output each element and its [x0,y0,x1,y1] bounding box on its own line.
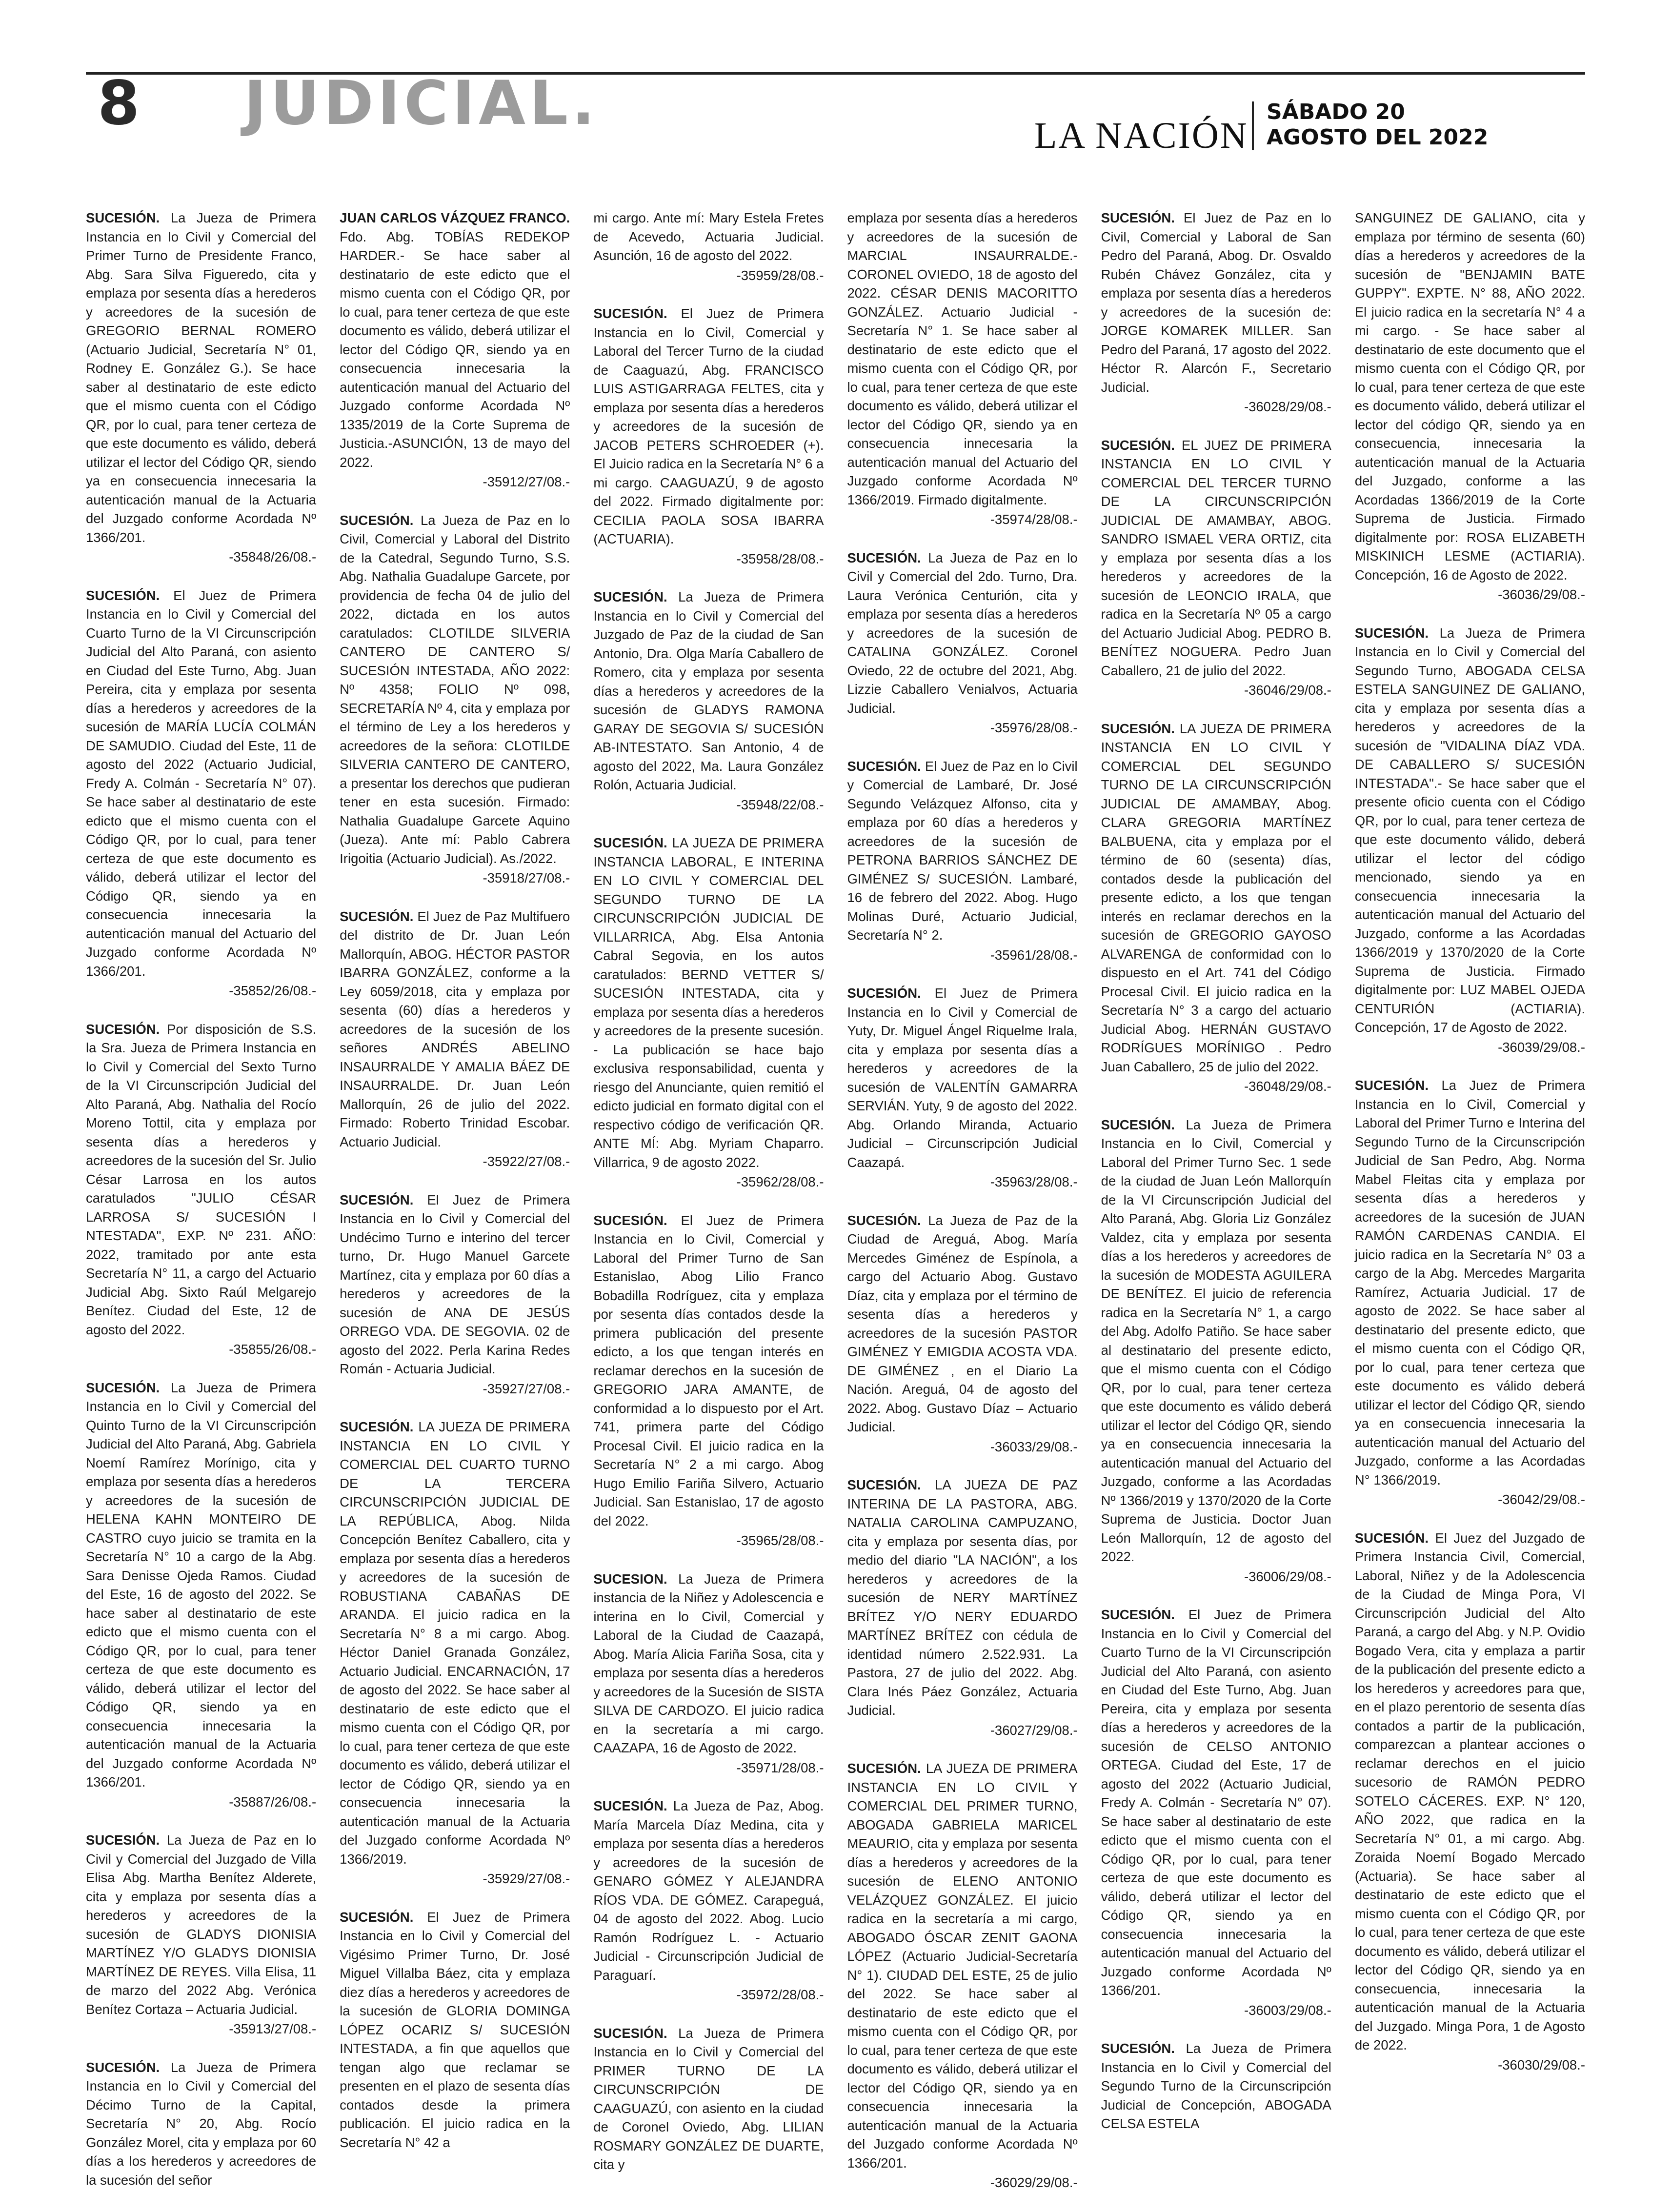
notice-heading: SUCESIÓN. [340,512,421,528]
notice-body: SANGUINEZ DE GALIANO, cita y emplaza por término de sesenta (60) días a herederos y acreedores de la sucesión de "BENJAMIN BATE GUPPY". EXPTE. N° 88, AÑO 2022. El juicio radica en la secretaría N° 4 a mi cargo. - Se hace saber al destinatario de este documento que el mismo cuenta con el Código QR, por lo cual, para tener certeza de que este es documento válido, deberá utilizar el lector del código QR, siendo ya en consecuencia, innecesaria la autenticación manual de la Actuaria del Juzgado, conforme a las Acordadas 1366/2019 de la Corte Suprema de Justicia. Firmado digitalmente por: ROSA ELIZABETH MISKINICH LESME (ACTIARIA). Concepción, 16 de Agosto de 2022. [1354,210,1585,583]
legal-notice [1101,1606,1331,2020]
notice-body: El Juez de Primera Instancia en lo Civil y Comercial del Vigésimo Primer Turno, Dr. José Miguel Villalba Báez, cita y emplaza diez días a herederos y acreedores de la sucesión de GLORIA DOMINGA LÓPEZ OCARIZ S/ SUCESIÓN INTESTADA, a fin que aquellos que tengan algo que reclamar se presenten en el plazo de sesenta días contados desde la primera publicación. El juicio radica en la Secretaría N° 42 a [340,1909,570,2150]
legal-notice [593,209,824,285]
column-4 [847,209,1077,2212]
notice-heading: SUCESIÓN. [593,835,672,850]
column-3 [593,209,824,2212]
legal-notice [847,1211,1077,1457]
notice-heading: SUCESIÓN. [86,587,174,603]
notice-reference-code: -36033/29/08.- [990,1439,1078,1454]
notice-heading: SUCESIÓN. [340,908,418,924]
legal-notice [86,1831,316,2039]
legal-notice [1355,1076,1585,1509]
notice-reference-code: -36039/29/08.- [1498,1039,1585,1055]
notice-reference-code: -35976/28/08.- [990,720,1078,735]
notice-reference-code: -35855/26/08.- [229,1342,317,1357]
notice-reference-code: -36036/29/08.- [1498,587,1585,602]
notice-reference-code: -35887/26/08.- [229,1794,317,1810]
notice-reference-code: -35961/28/08.- [990,947,1078,963]
notice-heading: SUCESIÓN. [593,1798,673,1813]
notice-body: La Jueza de Primera Instancia en lo Civil y Comercial del Juzgado de Paz de la ciudad de San Antonio, Dra. Olga María Caballero de Romero, cita y emplaza por sesenta días a herederos y acreedores de la sucesión de GLADYS RAMONA GARAY DE SEGOVIA S/ SUCESIÓN AB-INTESTATO. San Antonio, 4 de agosto del 2022, Ma. Laura González Rolón, Actuaria Judicial. [593,589,824,792]
notice-body: emplaza por sesenta días a herederos y acreedores de la sucesión de MARCIAL INSAURRALDE.- CORONEL OVIEDO, 18 de agosto del 2022. CÉSAR DENIS MACORITTO GONZÁLEZ. Actuario Judicial - Secretaría N° 1. Se hace saber al destinatario de este edicto que el mismo cuenta con el Código QR, por lo cual, para tener certeza de que este documento es válido, deberá utilizar el lector del Código QR, siendo ya en consecuencia innecesaria la autenticación manual del Actuario del Juzgado conforme Acordada Nº 1366/2019. Firmado digitalmente. [847,210,1078,507]
notice-body: El Juez de Paz en lo Civil, Comercial y Laboral de San Pedro del Paraná, Abog. Dr. Osvaldo Rubén Chávez González, cita y emplaza por sesenta días a herederos y acreedores de la sucesión de: JORGE KOMAREK MILLER. San Pedro del Paraná, 17 agosto del 2022. Héctor R. Alarcón F., Secretario Judicial. [1101,210,1331,395]
notice-heading: SUCESIÓN. [86,1021,167,1037]
notice-body: LA JUEZA DE PRIMERA INSTANCIA EN LO CIVIL Y COMERCIAL DEL PRIMER TURNO, ABOGADA GABRIELA MARICEL MEAURIO, cita y emplaza por sesenta días a herederos y acreedores de la sucesión de ELENO ANTONIO VELÁZQUEZ GONZÁLEZ. El juicio radica en la secretaría a mi cargo, ABOGADO ÓSCAR ZENIT GAONA LÓPEZ (Actuario Judicial-Secretaría N° 1). CIUDAD DEL ESTE, 25 de julio del 2022. Se hace saber al destinatario de este edicto que el mismo cuenta con el Código QR, por lo cual, para tener certeza de que este documento es válido, deberá utilizar el lector del Código QR, siendo ya en consecuencia innecesaria la autenticación manual de la Actuaria del Juzgado conforme Acordada Nº 1366/201. [847,1761,1078,2171]
notice-body: La Jueza de Paz en lo Civil y Comercial del Juzgado de Villa Elisa Abg. Martha Benítez Alderete, cita y emplaza por sesenta días a herederos y acreedores de la sucesión de GLADYS DIONISIA MARTÍNEZ Y/O GLADYS DIONISIA MARTÍNEZ DE REYES. Villa Elisa, 11 de marzo del 2022 Abg. Verónica Benítez Cortaza – Actuaria Judicial. [86,1832,317,2017]
notice-body: La Jueza de Paz en lo Civil, Comercial y Laboral del Distrito de la Catedral, Segundo Turno, S.S. Abg. Nathalia Guadalupe Garcete, por providencia de fecha 04 de julio del 2022, dictada en los autos caratulados: CLOTILDE SILVERIA CANTERO DE CANTERO S/ SUCESIÓN INTESTADA, AÑO 2022: Nº 4358; FOLIO Nº 098, SECRETARÍA Nº 4, cita y emplaza por el término de Ley a los herederos y acreedores de la señora: CLOTILDE SILVERIA CANTERO DE CANTERO, a presentar los derechos que pudieran tener en esta sucesión. Firmado: Nathalia Guadalupe Garcete Aquino (Jueza). Ante mí: Pablo Cabrera Irigoitia (Actuario Judicial). As./2022. [340,512,570,866]
notice-heading: SUCESIÓN. [847,985,935,1001]
legal-notice [593,304,824,568]
notice-heading: SUCESIÓN. [593,306,681,321]
legal-notice [86,209,316,567]
notice-body: mi cargo. Ante mí: Mary Estela Fretes de Acevedo, Actuaria Judicial. Asunción, 16 de agosto del 2022. [593,210,824,263]
legal-notice [593,834,824,1192]
legal-notice [1101,1116,1331,1587]
legal-notice [340,209,570,492]
notice-heading: SUCESION. [593,1571,679,1587]
notice-body: La Jueza de Primera Instancia en lo Civil y Comercial del Segundo Turno de la Circunscripción Judicial de Concepción, ABOGADA CELSA ESTELA [1101,2041,1331,2131]
column-5 [1101,209,1331,2212]
notice-heading: SUCESIÓN. [340,1419,419,1434]
notice-body: La Jueza de Primera Instancia en lo Civil y Comercial del PRIMER TURNO DE LA CIRCUNSCRIPCIÓN DE CAAGUAZÚ, con asiento en la ciudad de Coronel Oviedo, Abg. LILIAN ROSMARY GONZÁLEZ DE DUARTE, cita y [593,2025,824,2172]
notice-heading: SUCESIÓN. [593,1212,681,1228]
issue-weekday: SÁBADO 20 [1267,100,1405,124]
notice-heading: SUCESIÓN. [1354,1530,1435,1546]
notice-body: LA JUEZA DE PRIMERA INSTANCIA EN LO CIVIL Y COMERCIAL DEL SEGUNDO TURNO DE LA CIRCUNSCRIPCIÓN JUDICIAL DE AMAMBAY, Abog. CLARA GREGORIA MARTÍNEZ BALBUENA, cita y emplaza por el término de 60 (sesenta) días, contados desde la publicación del presente edicto, a los que tengan interés en reclamar derechos en la sucesión de GREGORIO GAYOSO ALVARENGA de conformidad con lo dispuesto en el Art. 741 del Código Procesal Civil. El juicio radica en la Secretaría N° 3 a cargo del actuario Judicial Abog. HERNÁN GUSTAVO RODRÍGUES MORÍNIGO . Pedro Juan Caballero, 25 de julio del 2022. [1101,721,1331,1074]
notice-reference-code: -35962/28/08.- [736,1174,824,1189]
legal-notice [593,1570,824,1778]
notice-heading: JUAN CARLOS VÁZQUEZ FRANCO. [340,210,570,225]
legal-notice [593,2024,824,2174]
page-number: 8 [98,68,140,139]
notice-heading: SUCESIÓN. [86,1832,167,1848]
legal-notice [340,1908,570,2152]
notice-reference-code: -35852/26/08.- [229,983,317,998]
notice-heading: SUCESIÓN. [1101,721,1180,736]
notice-reference-code: -35948/22/08.- [736,797,824,812]
notice-reference-code: -35971/28/08.- [736,1760,824,1775]
notice-reference-code: -36048/29/08.- [1244,1079,1331,1094]
notice-body: La Jueza de Primera Instancia en lo Civil y Comercial del Segundo Turno, ABOGADA CELSA ESTELA SANGUINEZ DE GALIANO, cita y emplaza por sesenta días a herederos y acreedores de la sucesión de "VIDALINA DÍAZ VDA. DE CABALLERO S/ SUCESIÓN INTESTADA".- Se hace saber que el presente oficio cuenta con el Código QR, por lo cual, para tener certeza de que este documento válido, deberá utilizar el lector del código mencionado, siendo ya en consecuencia innecesaria la autenticación manual del Actuario del Juzgado, conforme a las Acordadas 1366/2019 y 1370/2020 de la Corte Suprema de Justicia. Firmado digitalmente por: LUZ MABEL OJEDA CENTURIÓN (ACTIARIA). Concepción, 17 de Agosto de 2022. [1354,625,1585,1035]
notice-heading: SUCESIÓN. [1101,1117,1186,1132]
legal-notice [340,511,570,888]
notice-heading: SUCESIÓN. [1101,2041,1186,2056]
notice-body: El Juez de Primera Instancia en lo Civil y Comercial del Cuarto Turno de la VI Circunscripción Judicial del Alto Paraná, con asiento en Ciudad del Este Turno, Abg. Juan Pereira, cita y emplaza por sesenta días a herederos y acreedores de la sucesión de CELSO ANTONIO ORTEGA. Ciudad del Este, 17 de agosto del 2022 (Actuario Judicial, Fredy A. Colmán - Secretaría N° 07). Se hace saber al destinatario de este edicto que el mismo cuenta con el Código QR, por lo cual, para tener certeza de que este documento es válido, deberá utilizar el lector del Código QR, siendo ya en consecuencia innecesaria la autenticación manual del Actuario del Juzgado conforme Acordada Nº 1366/201. [1101,1607,1331,1998]
legal-notice [340,1418,570,1889]
notice-reference-code: -36003/29/08.- [1244,2002,1331,2018]
legal-notice [340,1191,570,1399]
newspaper-masthead: LA NACIÓN [1034,115,1248,156]
notice-heading: SUCESIÓN. [1101,1607,1188,1622]
legal-notice [593,588,824,814]
notice-body: La Jueza de Primera Instancia en lo Civil y Comercial del Décimo Turno de la Capital, Secretaría N° 20, Abg. Rocío González Morel, cita y emplaza por 60 días a los herederos y acreedores de la sucesión del señor [86,2059,317,2188]
notice-reference-code: -35972/28/08.- [736,1987,824,2002]
notice-heading: SUCESIÓN. [86,1380,171,1395]
notice-body: El Juez de Paz en lo Civil y Comercial de Lambaré, Dr. José Segundo Velázquez Alfonso, cita y emplaza por 60 días a herederos y acreedores de la sucesión de PETRONA BARRIOS SÁNCHEZ DE GIMÉNEZ S/ SUCESIÓN. Lambaré, 16 de febrero del 2022. Abog. Hugo Molinas Duré, Actuario Judicial, Secretaría N° 2. [847,758,1078,943]
notice-heading: SUCESIÓN. [1354,1078,1442,1093]
issue-date [1267,100,1488,150]
legal-notice [86,1020,316,1359]
notice-reference-code: -35922/27/08.- [483,1154,570,1169]
notice-body: El Juez de Primera Instancia en lo Civil y Comercial de Yuty, Dr. Miguel Ángel Riquelme Irala, cita y emplaza por sesenta días a herederos y acreedores de la sucesión de VALENTÍN GAMARRA SERVIÁN. Yuty, 9 de agosto del 2022. Abg. Orlando Miranda, Actuario Judicial – Circunscripción Judicial Caazapá. [847,985,1078,1170]
notice-reference-code: -36030/29/08.- [1498,2057,1585,2072]
notice-body: El Juez de Primera Instancia en lo Civil y Comercial del Undécimo Turno e interino del tercer turno, Dr. Hugo Manuel Garcete Martínez, cita y emplaza por 60 días a herederos y acreedores de la sucesión de ANA DE JESÚS ORREGO VDA. DE SEGOVIA. 02 de agosto del 2022. Perla Karina Redes Román - Actuaria Judicial. [340,1192,570,1376]
notice-body: La Jueza de Primera instancia de la Niñez y Adolescencia e interina en lo Civil, Comercial y Laboral de la Ciudad de Caazapá, Abog. María Alicia Fariña Sosa, cita y emplaza por sesenta días a herederos y acreedores de la Sucesión de SISTA SILVA DE CARDOZO. El juicio radica en la secretaría a mi cargo. CAAZAPA, 16 de Agosto de 2022. [593,1571,824,1755]
notice-body: El Juez de Primera Instancia en lo Civil, Comercial y Laboral del Tercer Turno de la ciudad de Caaguazú, Abg. FRANCISCO LUIS ASTIGARRAGA FELTES, cita y emplaza por sesenta días a herederos y acreedores de la sucesión de JACOB PETERS SCHROEDER (+). El Juicio radica en la Secretaría N° 6 a mi cargo. CAAGUAZÚ, 9 de agosto del 2022. Firmado digitalmente por: CECILIA PAOLA SOSA IBARRA (ACTUARIA). [593,306,824,546]
notice-body: El Juez de Paz Multifuero del distrito de Dr. Juan León Mallorquín, ABOG. HÉCTOR PASTOR IBARRA GONZÁLEZ, conforme a la Ley 6059/2018, cita y emplaza por sesenta (60) días a herederos y acreedores de la sucesión de los señores ANDRÉS ABELINO INSAURRALDE Y AMALIA BÁEZ DE INSAURRALDE. Dr. Juan León Mallorquín, 26 de julio del 2022. Firmado: Roberto Trinidad Escobar. Actuario Judicial. [340,908,570,1149]
notice-body: La Jueza de Primera Instancia en lo Civil y Comercial del Quinto Turno de la VI Circunscripción Judicial del Alto Paraná, Abg. Gabriela Noemí Ramírez Morínigo, cita y emplaza por sesenta días a herederos y acreedores de la sucesión de HELENA KAHN MONTEIRO DE CASTRO cuyo juicio se tramita en la Secretaría N° 10 a cargo de la Abg. Sara Denisse Ojeda Ramos. Ciudad del Este, 16 de agosto del 2022. Se hace saber al destinatario de este edicto que el mismo cuenta con el Código QR, por lo cual, para tener certeza de que este documento es válido, deberá utilizar el lector del Código QR, siendo ya en consecuencia innecesaria la autenticación manual de la Actuaria del Juzgado conforme Acordada Nº 1366/201. [86,1380,317,1790]
notice-body: LA JUEZA DE PAZ INTERINA DE LA PASTORA, ABG. NATALIA CAROLINA CAMPUZANO, cita y emplaza por sesenta días, por medio del diario "LA NACIÓN", a los herederos y acreedores de la sucesión de NERY MARTÍNEZ BRÍTEZ Y/O NERY EDUARDO MARTÍNEZ BRÍTEZ con cédula de identidad número 2.522.931. La Pastora, 27 de julio del 2022. Abg. Clara Inés Páez González, Actuaria Judicial. [847,1477,1078,1718]
legal-notice [1101,2039,1331,2133]
legal-notice [593,1797,824,2005]
legal-notice [86,586,316,1001]
legal-notice [1355,1529,1585,2075]
notice-heading: SUCESIÓN. [86,2059,171,2075]
notice-reference-code: -35959/28/08.- [736,267,824,283]
notice-body: El Juez de Primera Instancia en lo Civil y Comercial del Cuarto Turno de la VI Circunscripción Judicial del Alto Paraná, con asiento en Ciudad del Este Turno, Abg. Juan Pereira, cita y emplaza por sesenta días a herederos y acreedores de la sucesión de MARÍA LUCÍA COLMÁN DE SAMUDIO. Ciudad del Este, 11 de agosto del 2022 (Actuario Judicial, Fredy A. Colmán - Secretaría N° 07). Se hace saber al destinatario de este edicto que el mismo cuenta con el Código QR, por lo cual, para tener certeza de que este documento es válido, deberá utilizar el lector del Código QR, siendo ya en consecuencia innecesaria la autenticación manual del Actuario del Juzgado conforme Acordada Nº 1366/201. [86,587,317,979]
notice-reference-code: -35929/27/08.- [483,1871,570,1886]
notice-heading: SUCESIÓN. [847,758,925,774]
notice-body: El Juez de Primera Instancia en lo Civil, Comercial y Laboral del Primer Turno de San Estanislao, Abog Lilio Franco Bobadilla Rodríguez, cita y emplaza por sesenta días contados desde la primera publicación del presente edicto, a los que tengan interés en reclamar derechos en la sucesión de GREGORIO JARA AMANTE, de conformidad a lo dispuesto por el Art. 741, primera parte del Código Procesal Civil. El juicio radica en la Secretaría N° 2 a mi cargo. Abog Hugo Emilio Fariña Silvero, Actuario Judicial. San Estanislao, 17 de agosto del 2022. [593,1212,824,1528]
notice-heading: SUCESIÓN. [847,1212,928,1228]
notice-heading: SUCESIÓN. [847,1761,926,1776]
legal-notice [340,907,570,1171]
notice-reference-code: -36027/29/08.- [990,1722,1078,1738]
legal-notice [86,1379,316,1812]
date-separator [1252,101,1254,150]
notice-reference-code: -35918/27/08.- [483,870,570,885]
legal-notice [847,549,1077,738]
notice-reference-code: -35974/28/08.- [990,512,1078,527]
section-title: JUDICIAL. [244,68,599,139]
legal-notice [1101,436,1331,700]
notice-reference-code: -36042/29/08.- [1498,1492,1585,1507]
notices-columns [86,209,1585,2190]
notice-reference-code: -35927/27/08.- [483,1381,570,1396]
notice-body: La Jueza de Primera Instancia en lo Civil, Comercial y Laboral del Primer Turno Sec. 1 sede de la ciudad de Juan León Mallorquín de la VI Circunscripción Judicial del Alto Paraná, Abg. Gloria Liz González Valdez, cita y emplaza por sesenta días a los herederos y acreedores de la sucesión de MODESTA AGUILERA DE BENÍTEZ. El juicio de referencia radica en la Secretaría N° 1, a cargo del Abg. Adolfo Patiño. Se hace saber al destinatario del presente edicto, que el mismo cuenta con el Código QR, por lo cual, para tener certeza que este documento es válido deberá utilizar el lector del Código QR, siendo ya en consecuencia innecesaria la autenticación manual del Actuario del Juzgado, conforme a las Acordadas Nº 1366/2019 y 1370/2020 de la Corte Suprema de Justicia. Doctor Juan León Mallorquín, 12 de agosto del 2022. [1101,1117,1331,1564]
notice-body: EL JUEZ DE PRIMERA INSTANCIA EN LO CIVIL Y COMERCIAL DEL TERCER TURNO DE LA CIRCUNSCRIPCIÓN JUDICIAL DE AMAMBAY, ABOG. SANDRO ISMAEL VERA ORTIZ, cita y emplaza por sesenta días a los herederos y acreedores de la sucesión de LEONCIO IRALA, que radica en la Secretaría Nº 05 a cargo del Actuario Judicial Abog. PEDRO B. BENÍTEZ NOGUERA. Pedro Juan Caballero, 21 de julio del 2022. [1101,437,1331,678]
notice-body: La Juez de Primera Instancia en lo Civil, Comercial y Laboral del Primer Turno e Interina del Segundo Turno de la Circunscripción Judicial de San Pedro, Abg. Norma Mabel Fleitas cita y emplaza por sesenta días a herederos y acreedores de la sucesión de JUAN RAMÓN CARDENAS CANDIA. El juicio radica en la Secretaría N° 03 a cargo de la Abg. Mercedes Margarita Ramírez, Actuaria Judicial. 17 de agosto de 2022. Se hace saber al destinatario del presente edicto, que el mismo cuenta con el Código QR, por lo cual, para tener certeza que este documento es válido deberá utilizar el lector del Código QR, siendo ya en consecuencia innecesaria la autenticación manual del Actuario del Juzgado, conforme a las Acordadas N° 1366/2019. [1354,1078,1585,1488]
notice-heading: SUCESIÓN. [593,2025,679,2041]
legal-notice [1101,209,1331,417]
legal-notice [847,984,1077,1192]
legal-notice [847,209,1077,529]
notice-reference-code: -36046/29/08.- [1244,683,1331,698]
legal-notice [847,1476,1077,1740]
notice-heading: SUCESIÓN. [1354,625,1440,641]
notice-body: La Jueza de Paz en lo Civil y Comercial del 2do. Turno, Dra. Laura Verónica Centurión, cita y emplaza por sesenta días a herederos y acreedores de la sucesión de CATALINA GONZÁLEZ. Coronel Oviedo, 22 de octubre del 2021, Abg. Lizzie Caballero Venialvos, Actuaria Judicial. [847,550,1078,716]
notice-body: La Jueza de Paz de la Ciudad de Areguá, Abog. María Mercedes Giménez de Espínola, a cargo del Actuario Abog. Gustavo Díaz, cita y emplaza por el término de sesenta días a herederos y acreedores de la sucesión PASTOR GIMÉNEZ Y EMIGDIA ACOSTA VDA. DE GIMÉNEZ , en el Diario La Nación. Areguá, 04 de agosto del 2022. Abog. Gustavo Díaz – Actuario Judicial. [847,1212,1078,1434]
notice-body: La Jueza de Primera Instancia en lo Civil y Comercial del Primer Turno de Presidente Franco, Abg. Sara Silva Figueredo, cita y emplaza por sesenta días a herederos y acreedores de la sucesión de GREGORIO BERNAL ROMERO (Actuario Judicial, Secretaría N° 01, Rodney E. González G.). Se hace saber al destinatario de este edicto que el mismo cuenta con el Código QR, por lo cual, para tener certeza de que este documento es válido, deberá utilizar el lector del Código QR, siendo ya en consecuencia innecesaria la autenticación manual de la Actuaria del Juzgado conforme Acordada Nº 1366/201. [86,210,317,545]
notice-reference-code: -35963/28/08.- [990,1174,1078,1189]
notice-reference-code: -35913/27/08.- [229,2021,317,2036]
notice-heading: SUCESIÓN. [847,1477,935,1492]
notice-heading: SUCESIÓN. [847,550,928,565]
notice-reference-code: -36029/29/08.- [990,2175,1078,2190]
column-6 [1355,209,1585,2212]
notice-heading: SUCESIÓN. [340,1909,427,1925]
legal-notice [86,2058,316,2190]
notice-reference-code: -35912/27/08.- [483,474,570,489]
notice-heading: SUCESIÓN. [1101,210,1184,225]
column-1 [86,209,316,2212]
notice-body: LA JUEZA DE PRIMERA INSTANCIA EN LO CIVIL Y COMERCIAL DEL CUARTO TURNO DE LA TERCERA CIRCUNSCRIPCIÓN JUDICIAL DE LA REPÚBLICA, Abog. Nilda Concepción Benítez Caballero, cita y emplaza por sesenta días a herederos y acreedores de la sucesión de ROBUSTIANA CABAÑAS DE ARANDA. El juicio radica en la Secretaría N° 8 a mi cargo. Abog. Héctor Daniel Granada González, Actuario Judicial. ENCARNACIÓN, 17 de agosto del 2022. Se hace saber al destinatario de este edicto que el mismo cuenta con el Código QR, por lo cual, para tener certeza de que este documento es válido, deberá utilizar el lector de Código QR, siendo ya en consecuencia innecesaria la autenticación manual de la Actuaria del Juzgado conforme Acordada Nº 1366/2019. [340,1419,570,1867]
notice-body: El Juez del Juzgado de Primera Instancia Civil, Comercial, Laboral, Niñez y de la Adolescencia de la Ciudad de Minga Pora, VI Circunscripción Judicial del Alto Paraná, a cargo del Abg. y N.P. Ovidio Bogado Vera, cita y emplaza a partir de la publicación del presente edicto a los herederos y acreedores para que, en el plazo perentorio de sesenta días contados a partir de la publicación, comparezcan a plantear acciones o reclamar derechos en el juicio sucesorio de RAMÓN PEDRO SOTELO CÁCERES. EXP. N° 120, AÑO 2022, que radica en la Secretaría N° 01, a mi cargo. Abg. Zoraida Noemí Bogado Mercado (Actuaria). Se hace saber al destinatario de este edicto que el mismo cuenta con el Código QR, por lo cual, para tener certeza de que este documento es válido, deberá utilizar el lector del Código QR, siendo ya en consecuencia, innecesaria la autenticación manual de la Actuaria del Juzgado. Minga Pora, 1 de Agosto de 2022. [1354,1530,1585,2052]
legal-notice [593,1211,824,1550]
notice-reference-code: -36028/29/08.- [1244,399,1331,414]
legal-notice [1355,624,1585,1057]
notice-heading: SUCESIÓN. [340,1192,427,1207]
notice-heading: SUCESIÓN. [1101,437,1182,453]
notice-reference-code: -35965/28/08.- [736,1533,824,1548]
notice-body: Por disposición de S.S. la Sra. Jueza de Primera Instancia en lo Civil y Comercial del Sexto Turno de la VI Circunscripción Judicial del Alto Paraná, Abg. Nathalia del Rocío Moreno Tottil, cita y emplaza por sesenta días a herederos y acreedores de la sucesión del Sr. Julio César Larrosa en los autos caratulados "JULIO CÉSAR LARROSA S/ SUCESIÓN I NTESTADA", EXP. Nº 231. AÑO: 2022, tramitado por ante esta Secretaría N° 11, a cargo del Actuario Judicial Abg. Sixto Raúl Melgarejo Benítez. Ciudad del Este, 12 de agosto del 2022. [86,1021,317,1337]
legal-notice [847,757,1077,965]
notice-reference-code: -36006/29/08.- [1244,1569,1331,1584]
notice-reference-code: -35958/28/08.- [736,551,824,566]
column-2 [340,209,570,2212]
issue-month-year: AGOSTO DEL 2022 [1267,125,1489,150]
legal-notice [847,1759,1077,2192]
legal-notice [1101,720,1331,1096]
legal-notice [1355,209,1585,604]
notice-heading: SUCESIÓN. [593,589,679,604]
notice-body: La Jueza de Paz, Abog. María Marcela Díaz Medina, cita y emplaza por sesenta días a herederos y acreedores de la sucesión de GENARO GÓMEZ Y ALEJANDRA RÍOS VDA. DE GÓMEZ. Carapeguá, 04 de agosto del 2022. Abog. Lucio Ramón Rodríguez L. - Actuario Judicial - Circunscripción Judicial de Paraguarí. [593,1798,824,1983]
notice-heading: SUCESIÓN. [86,210,171,225]
notice-body: LA JUEZA DE PRIMERA INSTANCIA LABORAL, E INTERINA EN LO CIVIL Y COMERCIAL DEL SEGUNDO TURNO DE LA CIRCUNSCRIPCIÓN JUDICIAL DE VILLARRICA, Abg. Elsa Antonia Cabral Segovia, en los autos caratulados: BERND VETTER S/ SUCESIÓN INTESTADA, cita y emplaza por sesenta días a herederos y acreedores de la presente sucesión. - La publicación se hace bajo exclusiva responsabilidad, cuenta y riesgo del Anunciante, quien remitió el edicto judicial en formato digital con el respectivo código de verificación QR. ANTE MÍ: Abg. Myriam Chaparro. Villarrica, 9 de agosto 2022. [593,835,824,1170]
notice-body: Fdo. Abg. TOBÍAS REDEKOP HARDER.- Se hace saber al destinatario de este edicto que el mismo cuenta con el Código QR, por lo cual, para tener certeza de que este documento es válido, deberá utilizar el lector del Código QR, siendo ya en consecuencia innecesaria la autenticación manual del Actuario del Juzgado conforme Acordada Nº 1335/2019 de la Corte Suprema de Justicia.-ASUNCIÓN, 13 de mayo del 2022. [340,229,570,470]
notice-reference-code: -35848/26/08.- [229,549,317,564]
